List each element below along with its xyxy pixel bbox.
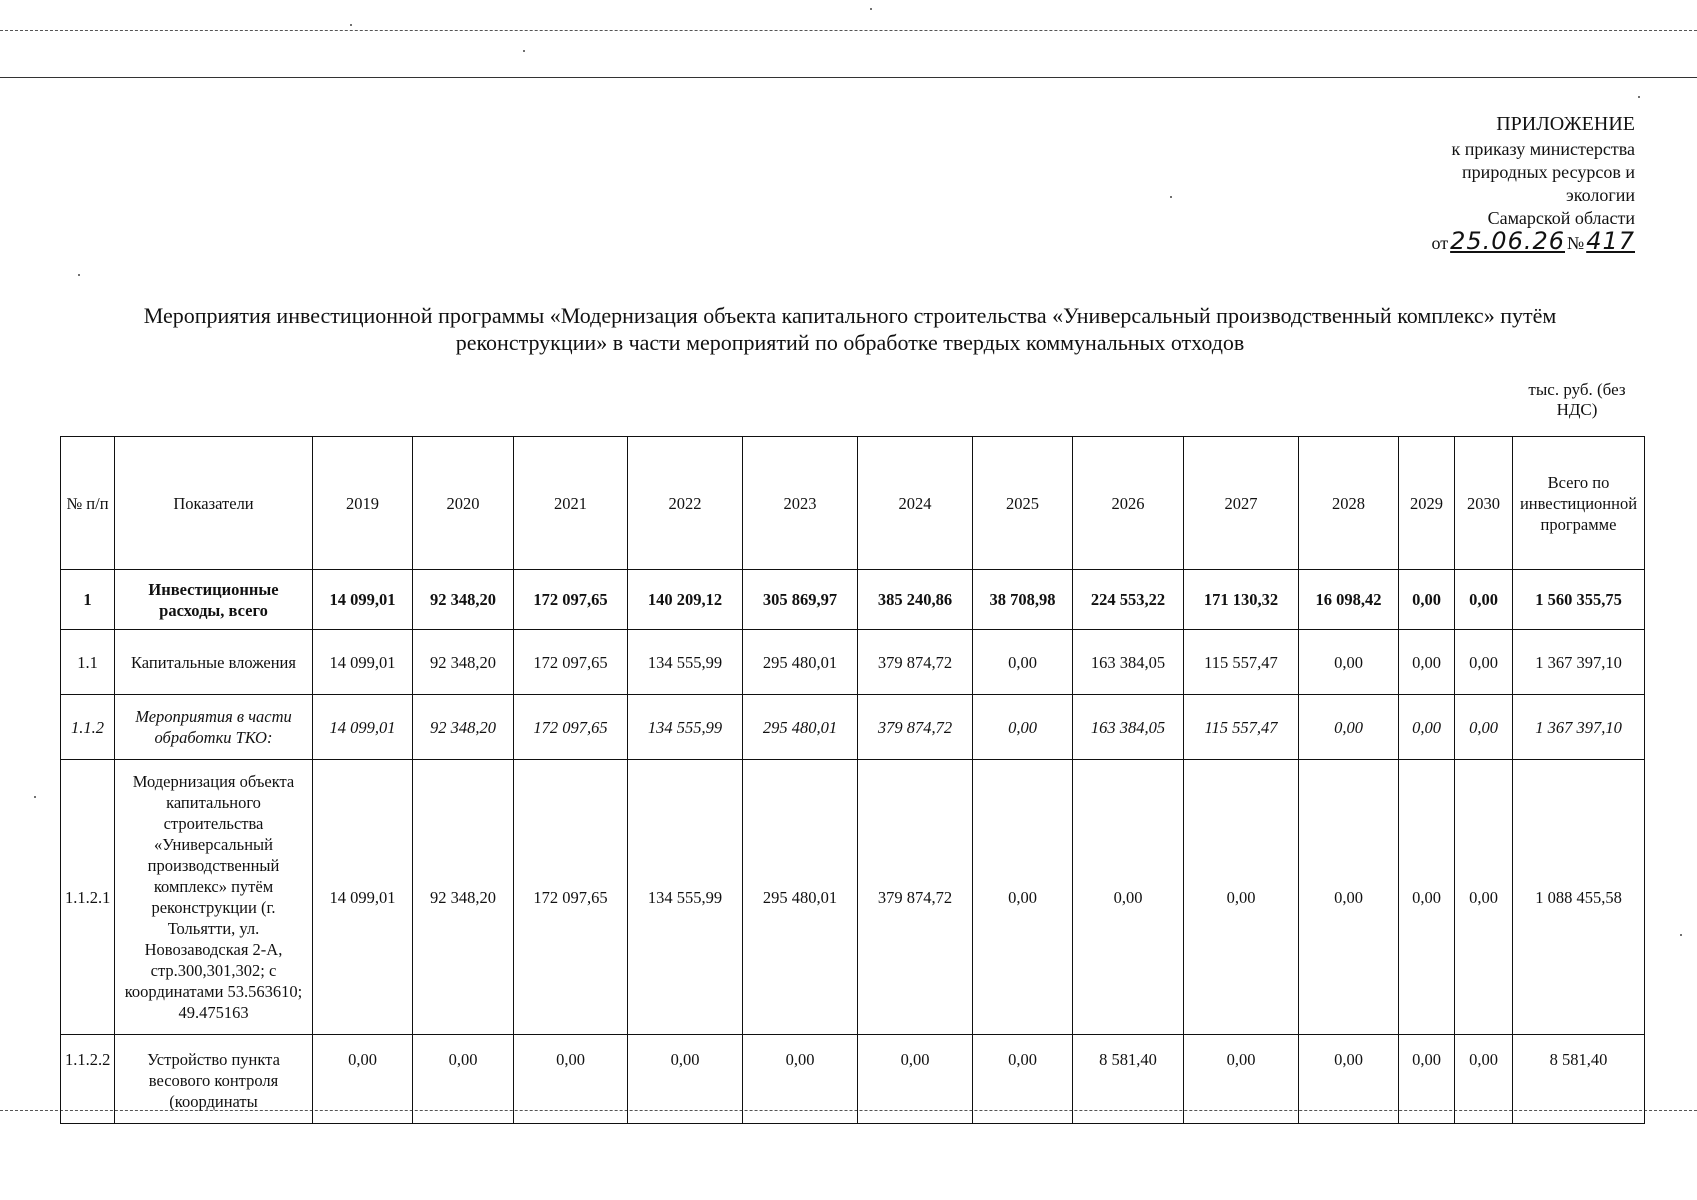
value-cell: 134 555,99 [628, 630, 743, 695]
table-row [61, 695, 1645, 760]
value-cell: 385 240,86 [858, 570, 973, 630]
scan-speck [34, 796, 36, 798]
header-cell-year: 2028 [1299, 437, 1399, 570]
row-indicator: Инвестиционные расходы, всего [115, 570, 313, 630]
value-cell: 0,00 [1399, 760, 1455, 1035]
appendix-line: экологии [1566, 185, 1635, 205]
value-cell: 14 099,01 [313, 570, 413, 630]
scan-speck [870, 8, 872, 10]
row-indicator: Мероприятия в части обработки ТКО: [115, 695, 313, 760]
appendix-line: к приказу министерства [1451, 139, 1635, 159]
value-cell: 115 557,47 [1184, 630, 1299, 695]
value-cell: 0,00 [628, 1035, 743, 1124]
value-cell: 140 209,12 [628, 570, 743, 630]
order-number-label: № [1567, 233, 1585, 253]
value-cell: 92 348,20 [413, 570, 514, 630]
header-cell-year: 2027 [1184, 437, 1299, 570]
header-cell-year: 2024 [858, 437, 973, 570]
order-line [1431, 227, 1635, 255]
value-cell: 0,00 [1184, 1035, 1299, 1124]
appendix-line: Самарской области [1487, 208, 1635, 228]
value-cell: 38 708,98 [973, 570, 1073, 630]
units-line-2: НДС) [1556, 400, 1598, 419]
row-number: 1.1.2.2 [61, 1035, 115, 1124]
appendix-heading: ПРИЛОЖЕНИЕ [1496, 113, 1635, 135]
value-cell: 92 348,20 [413, 630, 514, 695]
value-cell: 0,00 [413, 1035, 514, 1124]
value-cell: 14 099,01 [313, 630, 413, 695]
row-indicator: Модернизация объекта капитального строительства «Универсальный производственный комплекс» путём реконструкции (г. Тольятти, ул. Новозаводская 2-А, стр.300,301,302; с координатами 53.563610; 49.475163 [115, 760, 313, 1035]
header-cell-year: 2022 [628, 437, 743, 570]
value-cell: 379 874,72 [858, 760, 973, 1035]
header-cell-year: 2019 [313, 437, 413, 570]
value-cell: 379 874,72 [858, 695, 973, 760]
value-cell: 14 099,01 [313, 695, 413, 760]
value-cell: 0,00 [1399, 630, 1455, 695]
value-cell: 172 097,65 [514, 695, 628, 760]
value-cell: 16 098,42 [1299, 570, 1399, 630]
value-cell: 305 869,97 [743, 570, 858, 630]
header-cell-year: 2023 [743, 437, 858, 570]
units-note [1521, 380, 1633, 420]
value-cell: 163 384,05 [1073, 630, 1184, 695]
value-cell: 0,00 [1455, 1035, 1513, 1124]
value-cell: 0,00 [973, 695, 1073, 760]
value-cell: 14 099,01 [313, 760, 413, 1035]
value-cell: 0,00 [1455, 570, 1513, 630]
scan-speck [1170, 196, 1172, 198]
scan-border-top-2 [0, 77, 1697, 78]
value-cell: 134 555,99 [628, 760, 743, 1035]
scan-speck [78, 274, 80, 276]
value-cell: 8 581,40 [1073, 1035, 1184, 1124]
document-title [60, 302, 1640, 356]
value-cell: 0,00 [1399, 1035, 1455, 1124]
header-cell-year: 2021 [514, 437, 628, 570]
table-row [61, 760, 1645, 1035]
scan-speck [350, 24, 352, 26]
total-cell: 1 088 455,58 [1513, 760, 1645, 1035]
value-cell: 134 555,99 [628, 695, 743, 760]
value-cell: 172 097,65 [514, 630, 628, 695]
value-cell: 0,00 [1455, 695, 1513, 760]
value-cell: 379 874,72 [858, 630, 973, 695]
units-line-1: тыс. руб. (без [1528, 380, 1626, 399]
value-cell: 0,00 [973, 1035, 1073, 1124]
value-cell: 0,00 [1399, 570, 1455, 630]
header-cell-year: 2030 [1455, 437, 1513, 570]
table-row [61, 630, 1645, 695]
value-cell: 171 130,32 [1184, 570, 1299, 630]
total-cell: 1 560 355,75 [1513, 570, 1645, 630]
value-cell: 295 480,01 [743, 630, 858, 695]
scan-border-top [0, 30, 1697, 31]
header-cell-num: № п/п [61, 437, 115, 570]
table-header-row [61, 437, 1645, 570]
header-cell-year: 2029 [1399, 437, 1455, 570]
appendix-line: природных ресурсов и [1462, 162, 1635, 182]
row-indicator: Капитальные вложения [115, 630, 313, 695]
value-cell: 0,00 [1455, 760, 1513, 1035]
order-date: 25.06.26 [1450, 227, 1565, 255]
row-indicator: Устройство пункта весового контроля (координаты [115, 1035, 313, 1124]
value-cell: 0,00 [973, 760, 1073, 1035]
value-cell: 92 348,20 [413, 760, 514, 1035]
table-row [61, 1035, 1645, 1124]
value-cell: 0,00 [1299, 1035, 1399, 1124]
header-cell-indicators: Показатели [115, 437, 313, 570]
row-number: 1.1.2 [61, 695, 115, 760]
table-row [61, 570, 1645, 630]
value-cell: 0,00 [1455, 630, 1513, 695]
value-cell: 295 480,01 [743, 695, 858, 760]
value-cell: 0,00 [1299, 760, 1399, 1035]
total-cell: 8 581,40 [1513, 1035, 1645, 1124]
value-cell: 224 553,22 [1073, 570, 1184, 630]
header-cell-year: 2020 [413, 437, 514, 570]
value-cell: 295 480,01 [743, 760, 858, 1035]
scan-speck [1680, 934, 1682, 936]
order-number: 417 [1586, 227, 1635, 255]
total-cell: 1 367 397,10 [1513, 630, 1645, 695]
value-cell: 0,00 [973, 630, 1073, 695]
header-cell-year: 2026 [1073, 437, 1184, 570]
value-cell: 0,00 [743, 1035, 858, 1124]
scan-speck [523, 50, 525, 52]
row-number: 1 [61, 570, 115, 630]
title-line-1: Мероприятия инвестиционной программы «Модернизация объекта капитального строительства «Универсальный производственный комплекс» путём [143, 303, 1557, 328]
value-cell: 0,00 [1299, 630, 1399, 695]
value-cell: 0,00 [1399, 695, 1455, 760]
header-cell-total: Всего по инвестиционной программе [1513, 437, 1645, 570]
header-cell-year: 2025 [973, 437, 1073, 570]
investment-table [60, 436, 1645, 1124]
value-cell: 0,00 [858, 1035, 973, 1124]
value-cell: 0,00 [313, 1035, 413, 1124]
value-cell: 163 384,05 [1073, 695, 1184, 760]
value-cell: 0,00 [1073, 760, 1184, 1035]
value-cell: 0,00 [1299, 695, 1399, 760]
value-cell: 115 557,47 [1184, 695, 1299, 760]
row-number: 1.1.2.1 [61, 760, 115, 1035]
value-cell: 0,00 [1184, 760, 1299, 1035]
value-cell: 172 097,65 [514, 570, 628, 630]
value-cell: 172 097,65 [514, 760, 628, 1035]
value-cell: 0,00 [514, 1035, 628, 1124]
appendix-block [1431, 110, 1635, 255]
row-number: 1.1 [61, 630, 115, 695]
scan-speck [1638, 96, 1640, 98]
total-cell: 1 367 397,10 [1513, 695, 1645, 760]
title-line-2: реконструкции» в части мероприятий по обработке твердых коммунальных отходов [455, 330, 1245, 355]
value-cell: 92 348,20 [413, 695, 514, 760]
order-prefix: от [1431, 233, 1449, 253]
